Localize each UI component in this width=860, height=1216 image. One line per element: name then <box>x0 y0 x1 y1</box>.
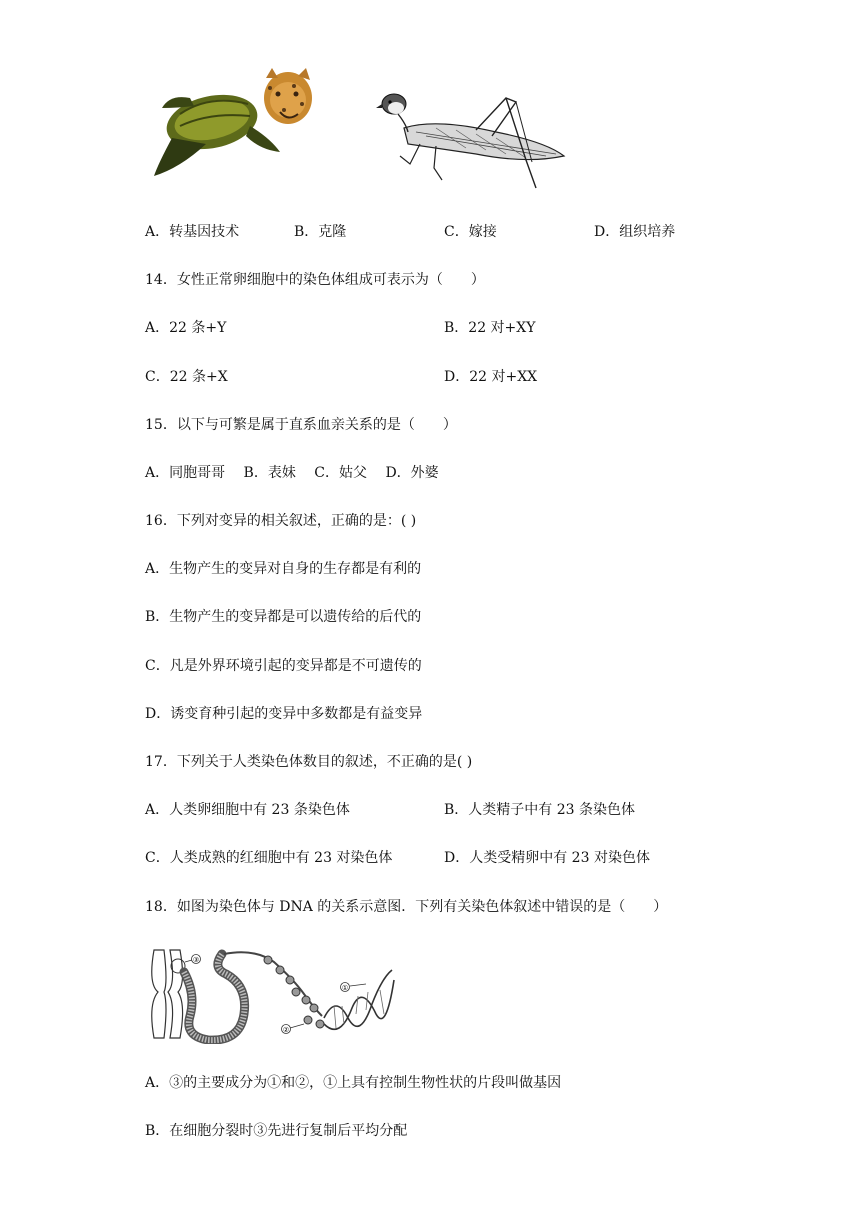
q18-option-b: B．在细胞分裂时③先进行复制后平均分配 <box>145 1123 408 1139</box>
label-1: ① <box>341 984 349 992</box>
q17-option-c: C．人类成熟的红细胞中有 23 对染色体 <box>145 850 393 866</box>
q16-option-a: A．生物产生的变异对自身的生存都是有利的 <box>145 561 422 577</box>
q17-option-a: A．人类卵细胞中有 23 条染色体 <box>145 802 350 818</box>
q13-option-b: B．克隆 <box>294 224 347 240</box>
q14-option-a: A．22 条+Y <box>145 320 227 336</box>
q14-stem: 14．女性正常卵细胞中的染色体组成可表示为（ ） <box>145 272 485 288</box>
q16-option-d: D．诱变育种引起的变异中多数都是有益变异 <box>145 706 423 722</box>
q17-stem: 17．下列关于人类染色体数目的叙述，不正确的是( ) <box>145 754 473 770</box>
q13-option-d: D．组织培养 <box>594 224 676 240</box>
q16-option-c: C．凡是外界环境引起的变异都是不可遗传的 <box>145 658 422 674</box>
q16-stem: 16．下列对变异的相关叙述，正确的是：( ) <box>145 513 417 529</box>
turtle-leopard-figure <box>150 64 330 188</box>
q13-option-a: A．转基因技术 <box>145 224 240 240</box>
q15-stem: 15．以下与可繁是属于直系血亲关系的是（ ） <box>145 417 457 433</box>
q16-option-b: B．生物产生的变异都是可以遗传给的后代的 <box>145 609 422 625</box>
q17-option-d: D．人类受精卵中有 23 对染色体 <box>444 850 650 866</box>
q15-options: A．同胞哥哥 B．表妹 C．姑父 D．外婆 <box>145 465 439 481</box>
q17-option-b: B．人类精子中有 23 条染色体 <box>444 802 636 818</box>
label-2: ② <box>282 1026 290 1034</box>
q13-option-c: C．嫁接 <box>444 224 497 240</box>
grasshopper-bird-figure <box>376 88 568 194</box>
q14-option-c: C．22 条+X <box>145 369 228 385</box>
chromosome-dna-diagram <box>144 944 396 1044</box>
q14-option-b: B．22 对+XY <box>444 320 536 336</box>
q18-option-a: A．③的主要成分为①和②，①上具有控制生物性状的片段叫做基因 <box>145 1075 562 1091</box>
q14-option-d: D．22 对+XX <box>444 369 538 385</box>
label-3: ③ <box>192 956 200 964</box>
q18-stem: 18．如图为染色体与 DNA 的关系示意图．下列有关染色体叙述中错误的是（ ） <box>145 899 668 915</box>
